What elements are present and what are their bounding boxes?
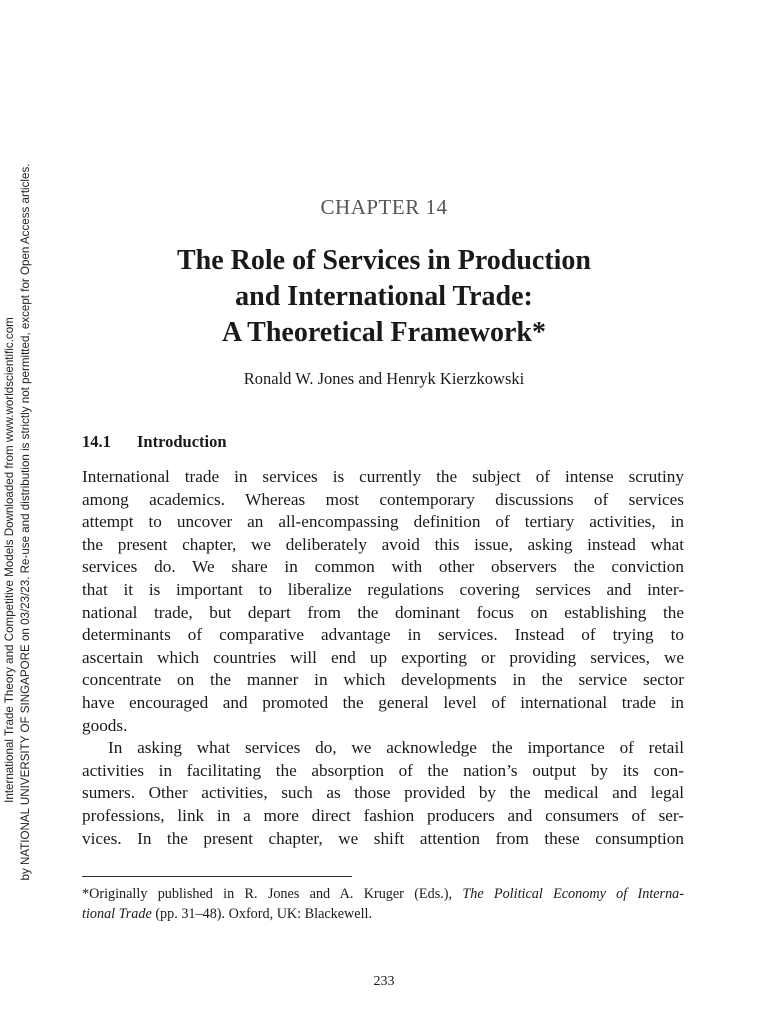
footnote-suffix: (pp. 31–48). Oxford, UK: Blackewell. (151, 906, 373, 922)
chapter-title-line: A Theoretical Framework* (221, 317, 546, 348)
footnote-source-title: The Political Economy of Interna- (462, 886, 684, 902)
footnote-rule (82, 876, 352, 877)
footnote-prefix: *Originally published in R. Jones and A. Kruger (Eds.), (82, 886, 463, 902)
text-line: professions, link in a more direct fashion producers and consumers of ser- (82, 805, 684, 825)
chapter-title (0, 243, 768, 351)
text-line: goods. (82, 715, 128, 735)
text-line: vices. In the present chapter, we shift attention from these consumption (82, 828, 684, 848)
section-number: 14.1 (82, 432, 111, 451)
download-notice-line-1: International Trade Theory and Competitive Models Downloaded from www.worldscientific.com (3, 317, 16, 803)
text-line: that it is important to liberalize regulations covering services and inter- (82, 579, 684, 599)
footnote-line (82, 904, 684, 924)
text-line: the present chapter, we deliberately avoid this issue, asking instead what (82, 534, 684, 554)
text-line: In asking what services do, we acknowledge the importance of retail (108, 738, 684, 758)
text-line: concentrate on the manner in which developments in the service sector (82, 670, 684, 690)
chapter-title-line: and International Trade: (235, 281, 533, 312)
footnote (82, 884, 684, 924)
text-line: services do. We share in common with other observers the conviction (82, 557, 684, 577)
text-line: attempt to uncover an all-encompassing definition of tertiary activities, in (82, 512, 684, 532)
footnote-line (82, 884, 684, 904)
text-line: ascertain which countries will end up exporting or providing services, we (82, 647, 684, 667)
chapter-title-line: The Role of Services in Production (176, 245, 591, 276)
chapter-label: CHAPTER 14 (320, 195, 448, 219)
footnote-source-title-cont: tional Trade (82, 906, 152, 922)
section-title: Introduction (137, 432, 227, 451)
text-line: among academics. Whereas most contemporary discussions of services (82, 489, 684, 509)
download-notice-line-2: by NATIONAL UNIVERSITY OF SINGAPORE on 03/23/23. Re-use and distribution is strictly not permitted, except for Open Access articles. (19, 163, 32, 881)
section-heading (82, 432, 227, 452)
text-line: have encouraged and promoted the general level of international trade in (82, 692, 684, 712)
text-line: determinants of comparative advantage in services. Instead of trying to (82, 625, 684, 645)
page-number: 233 (373, 974, 395, 989)
text-line: activities in facilitating the absorption of the nation’s output by its con- (82, 760, 684, 780)
text-line: sumers. Other activities, such as those provided by the medical and legal (82, 783, 684, 803)
text-line: national trade, but depart from the dominant focus on establishing the (82, 602, 684, 622)
text-line: International trade in services is currently the subject of intense scrutiny (82, 467, 684, 486)
authors: Ronald W. Jones and Henryk Kierzkowski (243, 369, 525, 388)
body-text (82, 466, 684, 850)
